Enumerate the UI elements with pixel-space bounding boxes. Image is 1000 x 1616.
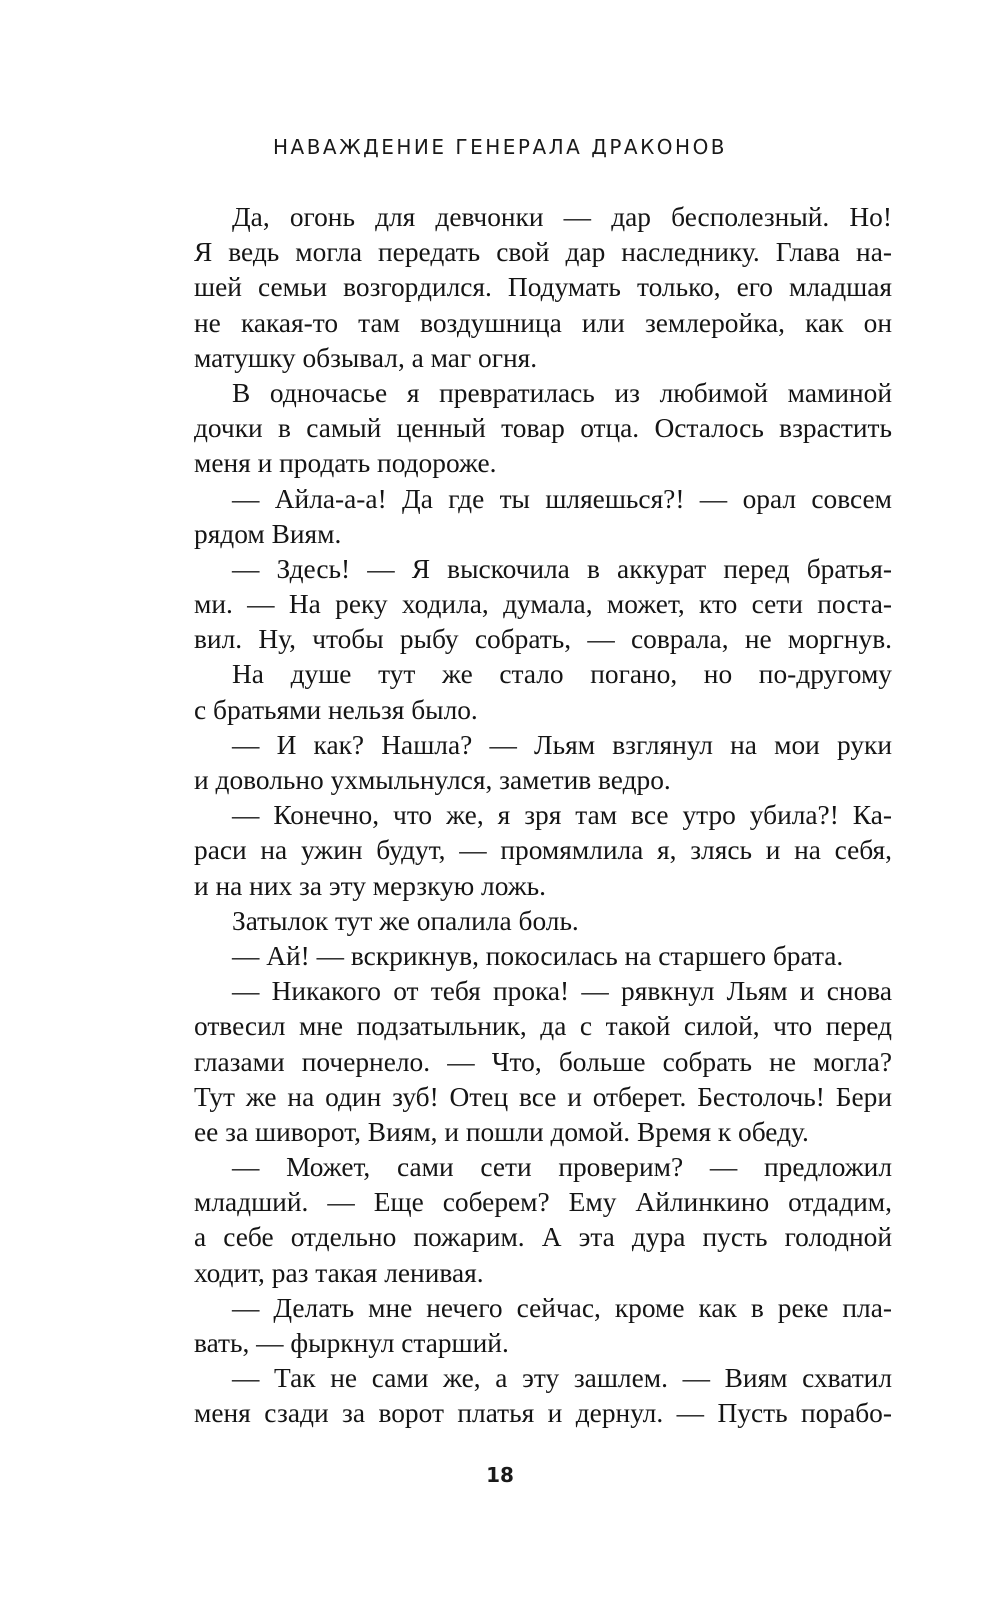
text-line: с братьями нельзя было.: [194, 694, 478, 725]
text-line: — Никакого от тебя прока! — рявкнул Льям и снова: [232, 976, 892, 1007]
text-line: — Ай! — вскрикнув, покосилась на старшего брата.: [232, 940, 844, 971]
text-line: матушку обзывал, а маг огня.: [194, 342, 538, 373]
text-line: и на них за эту мерзкую ложь.: [194, 870, 546, 901]
text-line: ходит, раз такая ленивая.: [194, 1257, 484, 1288]
text-line: — Конечно, что же, я зря там все утро убила?! Ка-: [232, 800, 892, 831]
text-line: Я ведь могла передать свой дар наследнику. Глава на-: [194, 237, 892, 268]
text-line: На душе тут же стало погано, но по-другому: [232, 659, 892, 690]
page-number: 18: [486, 1463, 514, 1487]
text-line: — Может, сами сети проверим? — предложил: [232, 1152, 892, 1183]
text-line: и довольно ухмыльнулся, заметив ведро.: [194, 765, 671, 795]
text-line: дочки в самый ценный товар отца. Осталось взрастить: [194, 413, 892, 444]
text-line: вил. Ну, чтобы рыбу собрать, — соврала, не моргнув.: [194, 624, 892, 655]
text-line: Да, огонь для девчонки — дар бесполезный. Но!: [232, 202, 892, 232]
text-line: Затылок тут же опалила боль.: [232, 905, 579, 936]
text-line: ми. — На реку ходила, думала, может, кто сети поста-: [194, 589, 892, 620]
text-line: — Айла-а-а! Да где ты шляешься?! — орал совсем: [232, 483, 892, 514]
text-line: глазами почернело. — Что, больше собрать не могла?: [194, 1046, 892, 1077]
text-line: не какая-то там воздушница или землеройка, как он: [194, 307, 892, 338]
text-line: раси на ужин будут, — промямлила я, злясь и на себя,: [194, 835, 892, 866]
text-line: — Так не сами же, а эту зашлем. — Виям схватил: [232, 1363, 892, 1394]
body-text: [194, 200, 892, 1432]
text-line: а себе отдельно пожарим. А эта дура пусть голодной: [194, 1222, 892, 1253]
running-head: НАВАЖДЕНИЕ ГЕНЕРАЛА ДРАКОНОВ: [272, 135, 728, 159]
text-line: меня и продать подороже.: [194, 448, 497, 479]
text-line: отвесил мне подзатыльник, да с такой силой, что перед: [194, 1011, 892, 1042]
text-line: рядом Виям.: [194, 518, 342, 549]
text-line: — Здесь! — Я выскочила в аккурат перед братья-: [232, 553, 892, 584]
text-line: вать, — фыркнул старший.: [194, 1328, 509, 1358]
text-line: Тут же на один зуб! Отец все и отберет. Бестолочь! Бери: [194, 1081, 892, 1112]
text-line: В одночасье я превратилась из любимой маминой: [232, 377, 892, 408]
text-line: шей семьи возгордился. Подумать только, его младшая: [194, 272, 892, 303]
text-line: младший. — Еще соберем? Ему Айлинкино отдадим,: [194, 1187, 892, 1218]
text-line: меня сзади за ворот платья и дернул. — Пусть порабо-: [194, 1398, 892, 1429]
text-line: — И как? Нашла? — Льям взглянул на мои руки: [232, 729, 892, 760]
text-line: — Делать мне нечего сейчас, кроме как в реке пла-: [232, 1292, 892, 1323]
text-line: ее за шиворот, Виям, и пошли домой. Время к обеду.: [194, 1116, 809, 1147]
